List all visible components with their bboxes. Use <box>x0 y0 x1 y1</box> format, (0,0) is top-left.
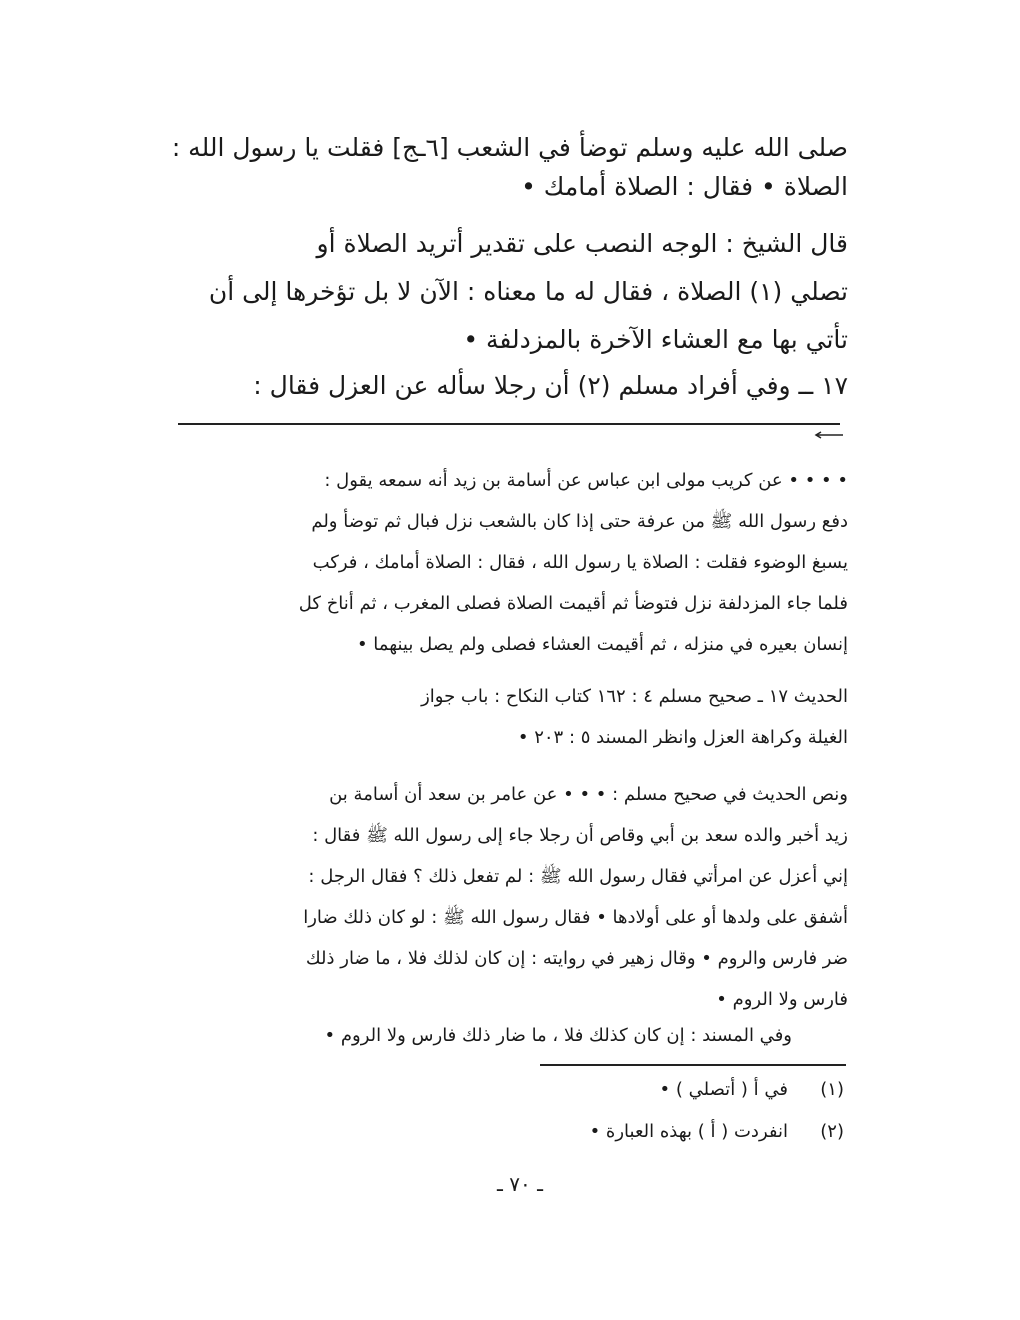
note-line: الحديث ١٧ ـ صحيح مسلم ٤ : ١٦٢ كتاب النكاح : باب جواز <box>421 686 848 707</box>
note-line: زيد أخبر والده سعد بن أبي وقاص أن رجلا جاء إلى رسول الله ﷺ فقال : <box>312 825 848 846</box>
note-line: إنسان بعيره في منزله ، ثم أقيمت العشاء فصلى ولم يصل بينهما • <box>356 634 848 655</box>
note-line: وفي المسند : إن كان كذلك فلا ، ما ضار ذلك فارس ولا الروم • <box>324 1025 792 1046</box>
text-line: تصلي (١) الصلاة ، فقال له ما معناه : الآن لا بل تؤخرها إلى أن <box>208 277 848 306</box>
separator-rule <box>178 423 840 425</box>
note-line: يسبغ الوضوء فقلت : الصلاة يا رسول الله ، فقال : الصلاة أمامك ، فركب <box>312 552 848 573</box>
commentary-paragraph <box>200 220 848 364</box>
note-hadith-17-source <box>200 676 848 758</box>
note-line: • • • • عن كريب مولى ابن عباس عن أسامة بن زيد أنه سمعه يقول : <box>324 470 848 491</box>
text-line: قال الشيخ : الوجه النصب على تقدير أتريد الصلاة أو <box>316 229 848 258</box>
note-line: فلما جاء المزدلفة نزل فتوضأ ثم أقيمت الصلاة فصلى المغرب ، ثم أناخ كل <box>298 593 848 614</box>
note-line: ونص الحديث في صحيح مسلم : • • • عن عامر بن سعد أن أسامة بن <box>329 784 848 805</box>
note-line: الغيلة وكراهة العزل وانظر المسند ٥ : ٢٠٣ • <box>517 727 848 748</box>
footnote-number: (٢) <box>820 1121 844 1142</box>
text-line: تأتي بها مع العشاء الآخرة بالمزدلفة • <box>463 325 848 354</box>
note-musnad <box>192 1015 792 1056</box>
note-line: ضر فارس والروم • وقال زهير في روايته : إن كان لذلك فلا ، ما ضار ذلك <box>305 948 848 969</box>
footnote-text: انفردت ( أ ) بهذه العبارة • <box>589 1121 788 1142</box>
text-line: صلى الله عليه وسلم توضأ في الشعب [٦ـج] فقلت يا رسول الله : <box>171 133 848 162</box>
arrow-left-icon <box>813 430 843 440</box>
text-line: ١٧ ــ وفي أفراد مسلم (٢) أن رجلا سأله عن العزل فقال : <box>253 371 848 400</box>
note-line: إني أعزل عن امرأتي فقال رسول الله ﷺ : لم تفعل ذلك ؟ فقال الرجل : <box>308 866 848 887</box>
footnote-text: في أ ( أتصلي ) • <box>659 1079 788 1100</box>
text-line: الصلاة • فقال : الصلاة أمامك • <box>521 172 848 201</box>
note-line: دفع رسول الله ﷺ من عرفة حتى إذا كان بالشعب نزل فبال ثم توضأ ولم <box>311 511 848 532</box>
page-number: ـ ٧٠ ـ <box>497 1172 543 1196</box>
note-line: فارس ولا الروم • <box>716 989 848 1010</box>
footnote-number: (١) <box>820 1079 844 1100</box>
note-line: أشفق على ولدها أو على أولادها • فقال رسول الله ﷺ : لو كان ذلك ضارا <box>303 907 848 928</box>
note-muslim-text <box>200 774 848 1020</box>
footnote-rule <box>540 1064 846 1066</box>
hadith-17-heading <box>200 366 848 405</box>
main-text-intro <box>171 128 848 206</box>
note-kurayb <box>200 460 848 665</box>
